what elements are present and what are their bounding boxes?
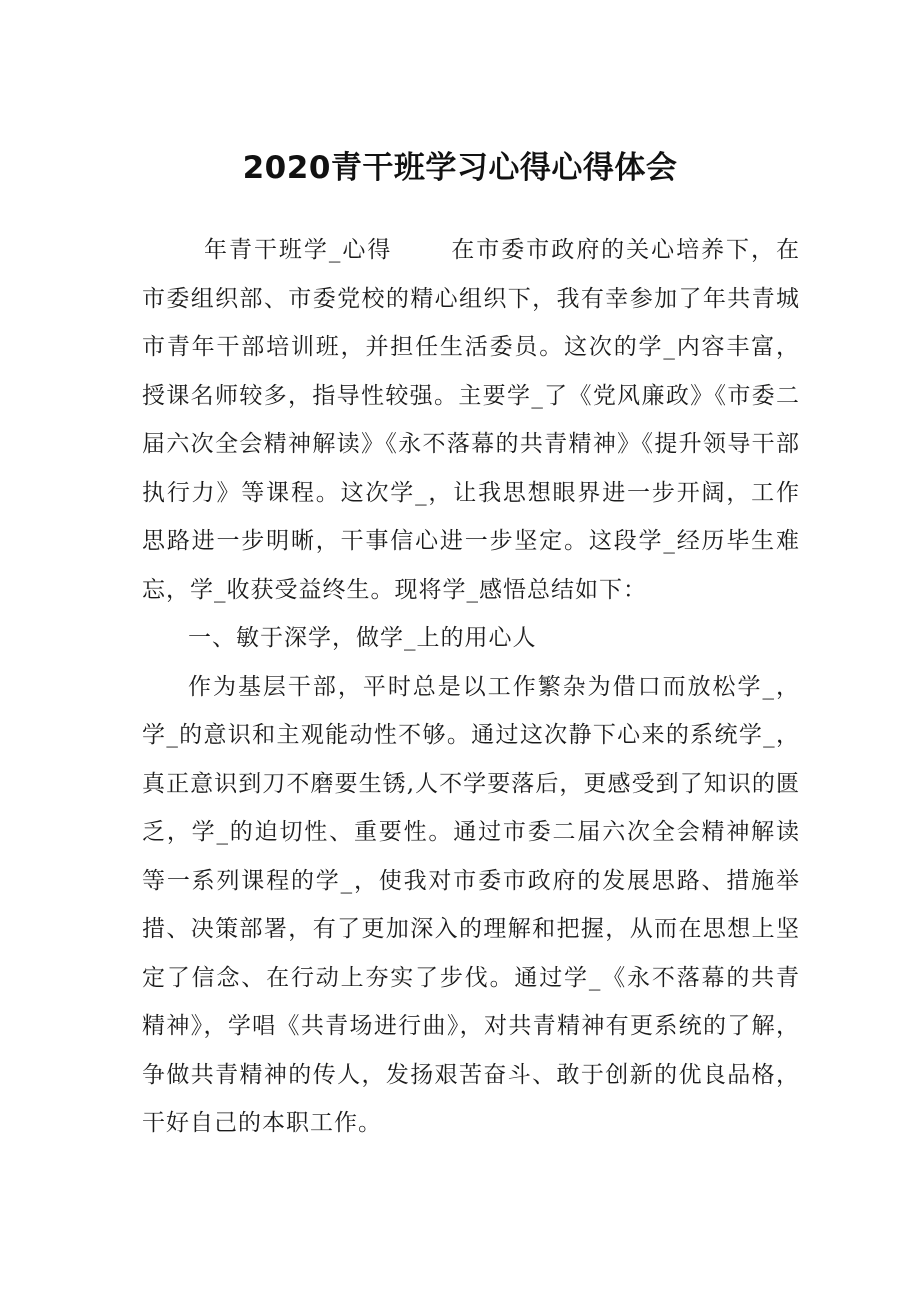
- document-body: [142, 226, 800, 1148]
- intro-paragraph: [142, 226, 800, 614]
- intro-body: 在市委市政府的关心培养下，在市委组织部、市委党校的精心组织下，我有幸参加了年共青城市青年干部培训班，并担任生活委员。这次的学_内容丰富，授课名师较多，指导性较强。主要学_了《党风廉政》《市委二届六次全会精神解读》《永不落幕的共青精神》《提升领导干部执行力》等课程。这次学_，让我思想眼界进一步开阔，工作思路进一步明晰，干事信心进一步坚定。这段学_经历毕生难忘，学_收获受益终生。现将学_感悟总结如下：: [142, 237, 801, 603]
- intro-heading: 年青干班学_心得: [204, 237, 393, 263]
- section-heading: 一、敏于深学，做学_上的用心人: [188, 625, 537, 651]
- section-paragraph: 作为基层干部，平时总是以工作繁杂为借口而放松学_，学_的意识和主观能动性不够。通过这次静下心来的系统学_，真正意识到刀不磨要生锈,人不学要落后，更感受到了知识的匮乏，学_的迫切性、重要性。通过市委二届六次全会精神解读等一系列课程的学_，使我对市委市政府的发展思路、措施举措、决策部署，有了更加深入的理解和把握，从而在思想上坚定了信念、在行动上夯实了步伐。通过学_《永不落幕的共青精神》，学唱《共青场进行曲》，对共青精神有更系统的了解，争做共青精神的传人，发扬艰苦奋斗、敢于创新的优良品格，干好自己的本职工作。: [142, 673, 800, 1136]
- document-title: 2020青干班学习心得心得体会: [242, 150, 678, 186]
